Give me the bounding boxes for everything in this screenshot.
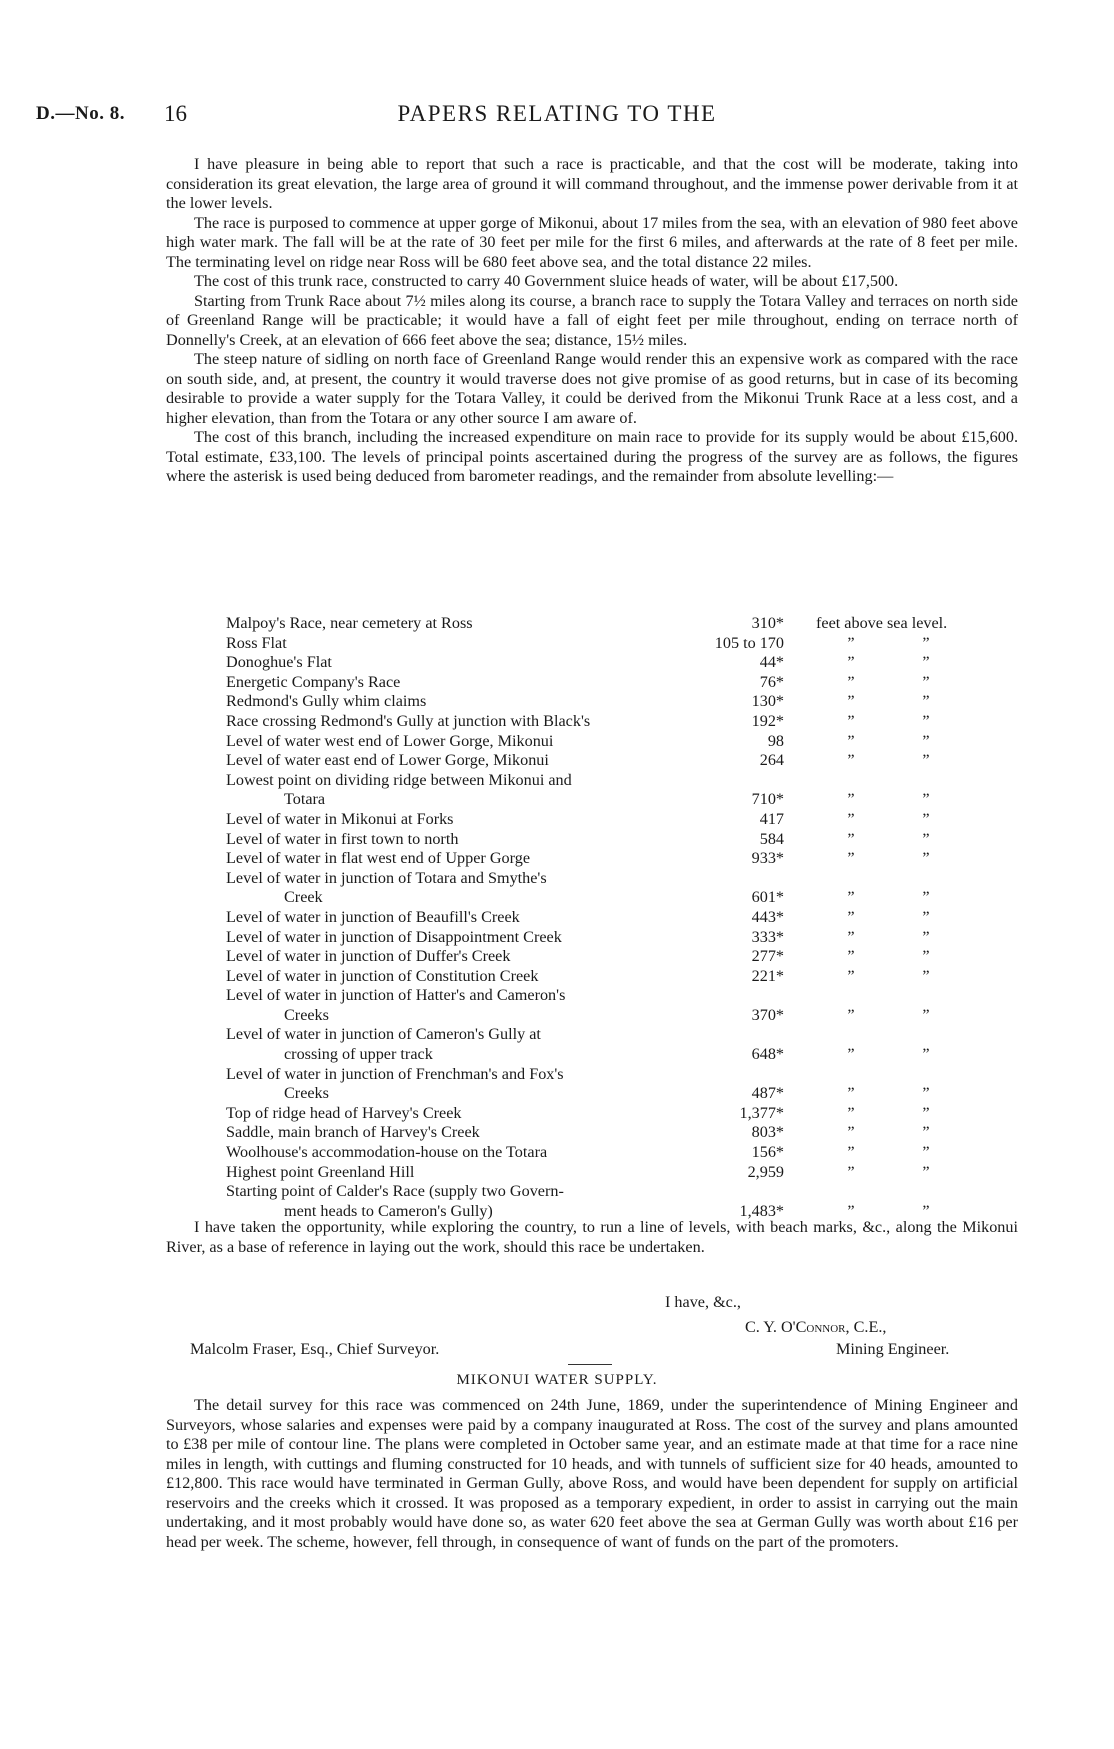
location-cell	[226, 732, 684, 752]
addressee: Malcolm Fraser, Esq., Chief Surveyor.	[190, 1340, 440, 1358]
unit-label: feet above sea level.	[816, 614, 948, 632]
ditto-mark: ”	[847, 888, 855, 907]
ditto-mark: ”	[847, 1045, 855, 1064]
location-cell	[226, 849, 684, 869]
elevation-value: 601*	[751, 888, 784, 907]
paragraph: Starting from Trunk Race about 7½ miles along its course, a branch race to supply the Totara Valley and terraces on north side of Greenland Range will be practicable; it would have a fall of eight feet per mile throughout, ending on terrace north of Donnelly's Creek, at an elevation of 666 feet above the sea; distance, 15½ miles.	[166, 291, 1018, 349]
levels-table	[226, 614, 966, 1221]
location-name: Level of water in junction of Frenchman's and Fox's	[226, 1064, 564, 1083]
location-cell	[226, 947, 684, 967]
ditto-mark: ”	[847, 966, 855, 985]
levels-table-body	[226, 614, 966, 1221]
elevation-value: 370*	[751, 1005, 784, 1024]
ditto-mark: ”	[922, 633, 930, 652]
levels-row	[226, 634, 966, 654]
levels-row	[226, 732, 966, 752]
elevation-value: 2,959	[747, 1162, 784, 1181]
document-reference: D.—No. 8.	[36, 103, 125, 124]
ditto-mark: ”	[847, 927, 855, 946]
ditto-mark: ”	[922, 1162, 930, 1181]
ditto-mark: ”	[922, 751, 930, 770]
elevation-value: 221*	[751, 966, 784, 985]
ditto-mark: ”	[922, 731, 930, 750]
location-name: Top of ridge head of Harvey's Creek	[226, 1103, 462, 1122]
levels-row	[226, 751, 966, 771]
levels-row	[226, 614, 966, 634]
elevation-value: 584	[759, 829, 784, 848]
location-name: Level of water in junction of Disappointment Creek	[226, 927, 562, 946]
location-name: Level of water in junction of Duffer's Creek	[226, 947, 511, 966]
ditto-mark: ”	[922, 653, 930, 672]
ditto-mark: ”	[847, 1084, 855, 1103]
paragraph: The race is purposed to commence at upper gorge of Mikonui, about 17 miles from the sea, with an elevation of 980 feet above high water mark. The fall will be at the rate of 30 feet per mile for the first 6 miles, and afterwards at the rate of 8 feet per mile. The terminating level on ridge near Ross will be 680 feet above sea, and the total distance 22 miles.	[166, 213, 1018, 271]
location-cell	[226, 869, 684, 908]
location-name: Woolhouse's accommodation-house on the Totara	[226, 1143, 548, 1162]
ditto-mark: ”	[922, 947, 930, 966]
signature-name: C. Y. O'Connor, C.E.,	[745, 1318, 887, 1336]
elevation-value: 98	[767, 731, 784, 750]
location-name: Level of water east end of Lower Gorge, Mikonui	[226, 751, 549, 770]
location-name: Level of water in junction of Constitution Creek	[226, 966, 539, 985]
ditto-mark: ”	[922, 790, 930, 809]
ditto-mark: ”	[922, 1201, 930, 1220]
elevation-value: 933*	[751, 849, 784, 868]
section-body	[166, 1396, 1018, 1552]
elevation-value: 648*	[751, 1045, 784, 1064]
elevation-value: 44*	[759, 653, 784, 672]
levels-row	[226, 1065, 966, 1104]
elevation-value: 1,377*	[739, 1103, 784, 1122]
levels-row	[226, 1182, 966, 1221]
signature-salutation: I have, &c.,	[665, 1293, 741, 1311]
location-name: Starting point of Calder's Race (supply two Govern-	[226, 1182, 564, 1201]
levels-row	[226, 1143, 966, 1163]
levels-row	[226, 771, 966, 810]
location-cell	[226, 653, 684, 673]
ditto-mark: ”	[922, 1123, 930, 1142]
location-cell	[226, 1182, 684, 1221]
location-name: Level of water in junction of Beaufill's Creek	[226, 907, 520, 926]
page-header	[0, 101, 1114, 131]
ditto-mark: ”	[847, 653, 855, 672]
ditto-mark: ”	[922, 1045, 930, 1064]
location-name: Energetic Company's Race	[226, 672, 401, 691]
elevation-value: 1,483*	[739, 1201, 784, 1220]
location-cell	[226, 1163, 684, 1183]
location-name-continued: Creek	[284, 888, 323, 907]
elevation-value: 105 to 170	[714, 633, 784, 652]
location-cell	[226, 1025, 684, 1064]
ditto-mark: ”	[847, 711, 855, 730]
elevation-value: 443*	[751, 907, 784, 926]
ditto-mark: ”	[922, 888, 930, 907]
levels-row	[226, 653, 966, 673]
ditto-mark: ”	[847, 907, 855, 926]
levels-row	[226, 1123, 966, 1143]
levels-row	[226, 830, 966, 850]
ditto-mark: ”	[922, 1084, 930, 1103]
paragraph: The steep nature of sidling on north face of Greenland Range would render this an expensive work as compared with the race on south side, and, at present, the country it would traverse does not give promise of as good returns, but in case of its becoming desirable to provide a water supply for the Totara Valley, it could be derived from the Mikonui Trunk Race at a less cost, and a higher elevation, than from the Totara or any other source I am aware of.	[166, 350, 1018, 427]
report-body	[166, 155, 1018, 487]
elevation-value: 487*	[751, 1084, 784, 1103]
location-cell	[226, 986, 684, 1025]
location-cell	[226, 634, 684, 654]
levels-row	[226, 712, 966, 732]
elevation-value: 417	[759, 809, 784, 828]
levels-row	[226, 1025, 966, 1064]
location-cell	[226, 692, 684, 712]
location-name: Level of water in flat west end of Upper Gorge	[226, 849, 531, 868]
levels-row	[226, 947, 966, 967]
ditto-mark: ”	[847, 1143, 855, 1162]
location-cell	[226, 810, 684, 830]
location-name: Level of water in first town to north	[226, 829, 459, 848]
levels-row	[226, 967, 966, 987]
ditto-mark: ”	[847, 947, 855, 966]
elevation-value: 264	[759, 751, 784, 770]
location-name: Level of water in Mikonui at Forks	[226, 809, 454, 828]
ditto-mark: ”	[847, 829, 855, 848]
ditto-mark: ”	[922, 907, 930, 926]
ditto-mark: ”	[922, 692, 930, 711]
ditto-mark: ”	[847, 790, 855, 809]
ditto-mark: ”	[847, 849, 855, 868]
section-heading: MIKONUI WATER SUPPLY.	[456, 1372, 658, 1388]
elevation-value: 192*	[751, 711, 784, 730]
location-name-continued: Creeks	[284, 1005, 329, 1024]
location-cell	[226, 1123, 684, 1143]
levels-row	[226, 810, 966, 830]
location-name: Malpoy's Race, near cemetery at Ross	[226, 614, 473, 632]
location-name-continued: Creeks	[284, 1084, 329, 1103]
location-name: Highest point Greenland Hill	[226, 1162, 415, 1181]
location-cell	[226, 1065, 684, 1104]
elevation-value: 310*	[751, 614, 784, 632]
levels-row	[226, 673, 966, 693]
ditto-mark: ”	[922, 672, 930, 691]
ditto-mark: ”	[847, 1201, 855, 1220]
ditto-mark: ”	[847, 1123, 855, 1142]
ditto-mark: ”	[922, 1103, 930, 1122]
signature-title: Mining Engineer.	[836, 1340, 950, 1358]
location-name: Level of water in junction of Totara and Smythe's	[226, 868, 547, 887]
elevation-value: 277*	[751, 947, 784, 966]
running-title: PAPERS RELATING TO THE	[397, 101, 717, 126]
location-name: Race crossing Redmond's Gully at junction with Black's	[226, 711, 591, 730]
ditto-mark: ”	[847, 672, 855, 691]
ditto-mark: ”	[922, 1005, 930, 1024]
elevation-value: 130*	[751, 692, 784, 711]
levels-row	[226, 849, 966, 869]
levels-row	[226, 928, 966, 948]
location-cell	[226, 673, 684, 693]
ditto-mark: ”	[847, 731, 855, 750]
location-name: Donoghue's Flat	[226, 653, 332, 672]
location-cell	[226, 712, 684, 732]
location-name: Level of water in junction of Hatter's and Cameron's	[226, 986, 566, 1005]
levels-row	[226, 908, 966, 928]
location-name: Level of water in junction of Cameron's Gully at	[226, 1025, 541, 1044]
ditto-mark: ”	[847, 1103, 855, 1122]
location-name: Saddle, main branch of Harvey's Creek	[226, 1123, 480, 1142]
closing-text	[166, 1218, 1018, 1257]
ditto-mark: ”	[922, 1143, 930, 1162]
ditto-mark: ”	[922, 809, 930, 828]
closing-paragraph: I have taken the opportunity, while exploring the country, to run a line of levels, with beach marks, &c., along the Mikonui River, as a base of reference in laying out the work, should this race be undertaken.	[166, 1218, 1018, 1256]
location-name: Ross Flat	[226, 633, 287, 652]
levels-row	[226, 692, 966, 712]
location-cell	[226, 967, 684, 987]
levels-row	[226, 1163, 966, 1183]
location-name-continued: Totara	[284, 790, 326, 809]
levels-row	[226, 869, 966, 908]
ditto-mark: ”	[847, 633, 855, 652]
section-paragraph: The detail survey for this race was commenced on 24th June, 1869, under the superintendence of Mining Engineer and Surveyors, whose salaries and expenses were paid by a company inaugurated at Ross. The cost of the survey and plans amounted to £38 per mile of contour line. The plans were completed in October same year, and an estimate made at that time for a race nine miles in length, with cuttings and fluming constructed for 10 heads, and with tunnels of sufficient size for 40 heads, amounted to £12,800. This race would have terminated in German Gully, above Ross, and would have been dependent for supply on artificial reservoirs and the creeks which it crossed. It was proposed as a temporary expedient, in order to assist in carrying out the main undertaking, and it most probably would have done so, as water 620 feet above the sea at German Gully was worth about £16 per head per week. The scheme, however, fell through, in consequence of want of funds on the part of the promoters.	[166, 1396, 1018, 1551]
location-cell	[226, 1143, 684, 1163]
section-divider	[568, 1364, 612, 1365]
location-cell	[226, 771, 684, 810]
ditto-mark: ”	[922, 711, 930, 730]
ditto-mark: ”	[922, 829, 930, 848]
paragraph: The cost of this trunk race, constructed to carry 40 Government sluice heads of water, will be about £17,500.	[194, 272, 899, 290]
elevation-value: 710*	[751, 790, 784, 809]
location-cell	[226, 614, 684, 634]
location-name: Lowest point on dividing ridge between Mikonui and	[226, 770, 572, 789]
location-cell	[226, 908, 684, 928]
ditto-mark: ”	[922, 849, 930, 868]
location-name-continued: ment heads to Cameron's Gully)	[284, 1201, 493, 1220]
ditto-mark: ”	[922, 966, 930, 985]
elevation-value: 76*	[759, 672, 784, 691]
ditto-mark: ”	[847, 1162, 855, 1181]
location-name: Redmond's Gully whim claims	[226, 692, 427, 711]
levels-row	[226, 986, 966, 1025]
paragraph: The cost of this branch, including the increased expenditure on main race to provide for its supply would be about £15,600. Total estimate, £33,100. The levels of principal points ascertained during the progress of the survey are as follows, the figures where the asterisk is used being deduced from barometer readings, and the remainder from absolute levelling:—	[166, 428, 1018, 485]
ditto-mark: ”	[847, 1005, 855, 1024]
page-number: 16	[164, 101, 187, 126]
elevation-value: 333*	[751, 927, 784, 946]
ditto-mark: ”	[847, 692, 855, 711]
ditto-mark: ”	[847, 809, 855, 828]
elevation-value: 156*	[751, 1143, 784, 1162]
levels-row	[226, 1104, 966, 1124]
location-cell	[226, 928, 684, 948]
elevation-value: 803*	[751, 1123, 784, 1142]
ditto-mark: ”	[922, 927, 930, 946]
location-cell	[226, 1104, 684, 1124]
location-name-continued: crossing of upper track	[284, 1045, 433, 1064]
ditto-mark: ”	[847, 751, 855, 770]
location-cell	[226, 751, 684, 771]
paragraph: I have pleasure in being able to report that such a race is practicable, and that the cost will be moderate, taking into consideration its great elevation, the large area of ground it will command throughout, and the immense power derivable from it at the lower levels.	[166, 155, 1018, 212]
location-name: Level of water west end of Lower Gorge, Mikonui	[226, 731, 554, 750]
location-cell	[226, 830, 684, 850]
